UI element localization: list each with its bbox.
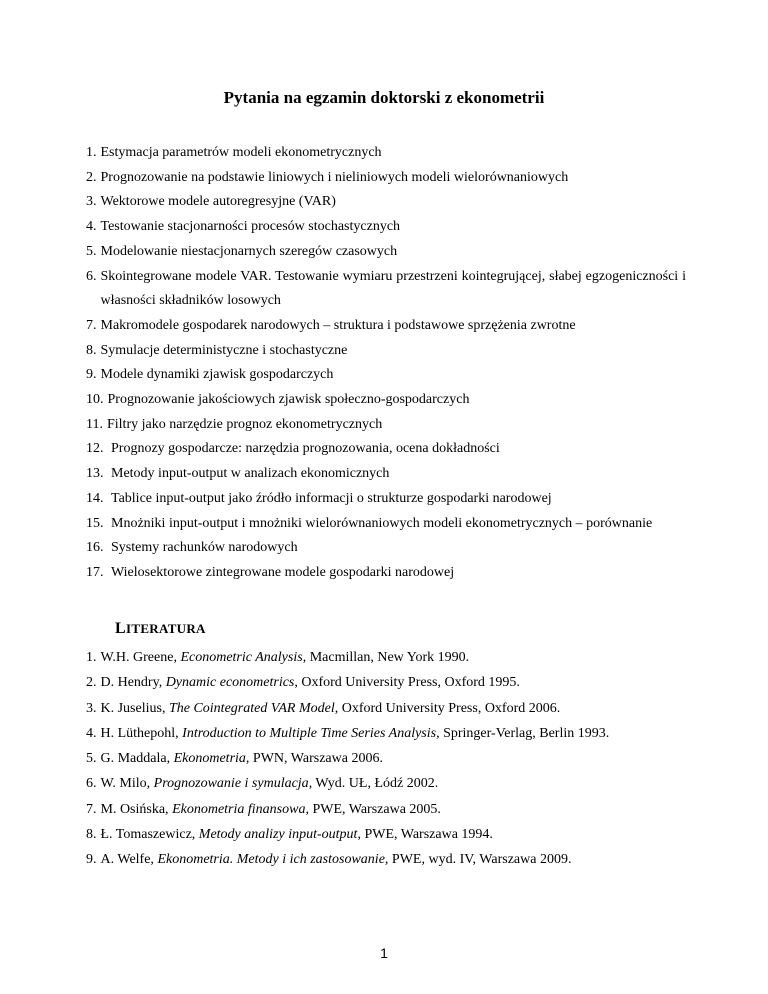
literature-heading-initial: L <box>115 620 126 637</box>
item-text <box>101 670 687 695</box>
item-number: 13. <box>86 466 107 482</box>
list-item <box>86 696 686 721</box>
list-item <box>86 363 686 388</box>
reference-publisher: , Oxford University Press, Oxford 1995. <box>294 675 520 691</box>
item-text: Prognozowanie na podstawie liniowych i nieliniowych modeli wielorównaniowych <box>100 169 569 185</box>
item-number: 10. <box>86 392 104 408</box>
item-text: Skointegrowane modele VAR. Testowanie wymiaru przestrzeni kointegrującej, słabej egzogeniczności i własności składników losowych <box>100 268 686 309</box>
item-text <box>101 797 687 822</box>
item-number: 2. <box>86 169 97 185</box>
item-text <box>101 645 687 670</box>
item-number: 2. <box>86 675 97 691</box>
reference-publisher: , Springer-Verlag, Berlin 1993. <box>436 725 610 741</box>
item-text: Wielosektorowe zintegrowane modele gospodarki narodowej <box>111 564 455 580</box>
item-text <box>101 847 687 872</box>
list-item <box>86 437 686 462</box>
item-text: Symulacje deterministyczne i stochastyczne <box>100 342 348 358</box>
page-number: 1 <box>380 945 388 961</box>
list-item <box>86 797 686 822</box>
reference-publisher: , Macmillan, New York 1990. <box>302 650 470 665</box>
item-number: 7. <box>86 317 97 333</box>
item-text: Testowanie stacjonarności procesów stochastycznych <box>100 219 401 235</box>
reference-title: Ekonometria. Metody i ich zastosowanie <box>157 852 385 868</box>
list-item <box>86 314 686 339</box>
list-item <box>86 645 686 670</box>
item-number: 4. <box>86 219 97 235</box>
list-item <box>86 822 686 847</box>
item-number: 17. <box>86 564 107 580</box>
item-text <box>101 696 687 721</box>
reference-author: H. Lüthepohl, <box>100 725 183 741</box>
reference-publisher: , PWE, Warszawa 1994. <box>357 827 493 843</box>
item-number: 11. <box>86 416 103 432</box>
reference-publisher: , PWN, Warszawa 2006. <box>245 751 383 767</box>
page-title: Pytania na egzamin doktorski z ekonometrii <box>223 88 545 107</box>
list-item <box>86 265 686 314</box>
reference-title: Prognozowanie i symulacja <box>153 776 309 792</box>
reference-author: D. Hendry, <box>100 675 166 691</box>
reference-author: A. Welfe, <box>100 852 158 868</box>
item-text: Mnożniki input-output i mnożniki wielorównaniowych modeli ekonometrycznych – porównanie <box>111 515 653 531</box>
list-item <box>86 339 686 364</box>
list-item <box>86 487 686 512</box>
item-number: 1. <box>86 145 97 160</box>
item-number: 9. <box>86 367 97 383</box>
reference-publisher: , Wyd. UŁ, Łódź 2002. <box>308 776 439 792</box>
list-item <box>86 670 686 695</box>
list-item <box>86 771 686 796</box>
item-text: Wektorowe modele autoregresyjne (VAR) <box>100 194 336 210</box>
reference-publisher: , Oxford University Press, Oxford 2006. <box>334 700 561 716</box>
reference-title: Dynamic econometrics <box>165 675 295 691</box>
literature-heading-rest: ITERATURA <box>125 621 206 636</box>
item-number: 7. <box>86 801 97 817</box>
list-item <box>86 536 686 561</box>
reference-title: Introduction to Multiple Time Series Analysis <box>182 725 437 741</box>
item-number: 8. <box>86 827 97 843</box>
item-number: 9. <box>86 852 97 868</box>
reference-title: The Cointegrated VAR Model <box>168 700 335 716</box>
list-item <box>86 413 686 438</box>
item-text: Metody input-output w analizach ekonomicznych <box>111 466 390 482</box>
item-text: Modelowanie niestacjonarnych szeregów czasowych <box>100 243 398 259</box>
reference-title: Metody analizy input-output <box>198 827 358 843</box>
list-item <box>86 190 686 215</box>
list-item <box>86 561 686 586</box>
reference-author: W. Milo, <box>100 776 154 792</box>
item-number: 8. <box>86 342 97 358</box>
item-text: Estymacja parametrów modeli ekonometrycznych <box>100 145 382 160</box>
item-text <box>101 771 687 796</box>
item-number: 1. <box>86 650 97 665</box>
item-text: Prognozowanie jakościowych zjawisk społeczno-gospodarczych <box>107 392 470 408</box>
literature-heading <box>115 620 206 638</box>
item-text: Modele dynamiki zjawisk gospodarczych <box>100 367 334 383</box>
item-text: Prognozy gospodarcze: narzędzia prognozowania, ocena dokładności <box>111 441 500 457</box>
item-number: 5. <box>86 243 97 259</box>
reference-publisher: , PWE, wyd. IV, Warszawa 2009. <box>384 852 572 868</box>
reference-author: K. Juselius, <box>100 700 169 716</box>
item-number: 15. <box>86 515 107 531</box>
reference-author: W.H. Greene, <box>100 650 181 665</box>
item-text: Filtry jako narzędzie prognoz ekonometrycznych <box>106 416 383 432</box>
item-text <box>101 746 687 771</box>
literature-list <box>86 645 686 873</box>
list-item <box>86 215 686 240</box>
item-number: 5. <box>86 751 97 767</box>
item-number: 4. <box>86 725 97 741</box>
reference-title: Econometric Analysis <box>180 650 303 665</box>
item-number: 6. <box>86 268 97 284</box>
reference-publisher: , PWE, Warszawa 2005. <box>305 801 441 817</box>
item-number: 3. <box>86 194 97 210</box>
item-number: 6. <box>86 776 97 792</box>
item-number: 14. <box>86 490 107 506</box>
list-item <box>86 746 686 771</box>
questions-list <box>86 141 686 586</box>
item-text <box>101 822 687 847</box>
reference-title: Ekonometria finansowa <box>172 801 306 817</box>
item-text: Tablice input-output jako źródło informacji o strukturze gospodarki narodowej <box>111 490 552 506</box>
item-number: 16. <box>86 540 107 556</box>
item-number: 3. <box>86 700 97 716</box>
list-item <box>86 388 686 413</box>
list-item <box>86 721 686 746</box>
reference-author: G. Maddala, <box>100 751 174 767</box>
reference-author: Ł. Tomaszewicz, <box>100 827 199 843</box>
item-text: Makromodele gospodarek narodowych – struktura i podstawowe sprzężenia zwrotne <box>100 317 576 333</box>
item-number: 12. <box>86 441 107 457</box>
item-text: Systemy rachunków narodowych <box>111 540 298 556</box>
list-item <box>86 166 686 191</box>
reference-author: M. Osińska, <box>100 801 173 817</box>
list-item <box>86 462 686 487</box>
item-text <box>101 721 687 746</box>
list-item <box>86 512 686 537</box>
reference-title: Ekonometria <box>173 751 246 767</box>
list-item <box>86 240 686 265</box>
list-item <box>86 847 686 872</box>
list-item <box>86 141 686 166</box>
